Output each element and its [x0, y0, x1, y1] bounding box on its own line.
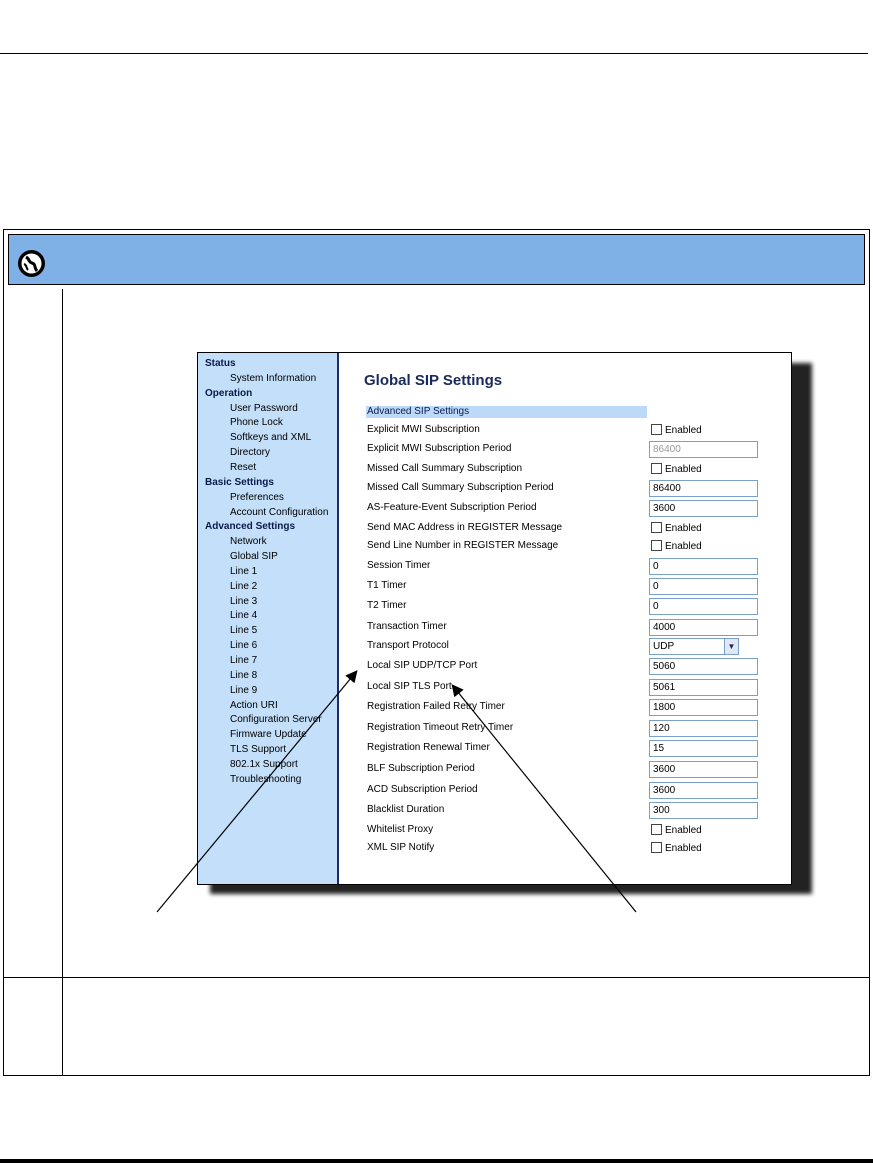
- sidebar-item-line-2[interactable]: Line 2: [230, 580, 258, 592]
- xml-sip-notify-label: XML SIP Notify: [367, 842, 435, 853]
- sidebar-item-troubleshooting[interactable]: Troubleshooting: [230, 773, 302, 785]
- sidebar-item-line-5[interactable]: Line 5: [230, 625, 258, 637]
- sidebar-item-account-configuration[interactable]: Account Configuration: [230, 506, 329, 518]
- sidebar-item-line-7[interactable]: Line 7: [230, 655, 258, 666]
- chevron-down-icon[interactable]: ▼: [724, 639, 738, 654]
- whitelist-proxy-label: Whitelist Proxy: [367, 824, 434, 835]
- acd-subscription-period-label: ACD Subscription Period: [367, 784, 478, 795]
- send-mac-address-in-register-message-label: Send MAC Address in REGISTER Message: [367, 522, 563, 533]
- transaction-timer-label: Transaction Timer: [367, 621, 447, 632]
- local-sip-tls-port-label: Local SIP TLS Port: [367, 681, 452, 692]
- sidebar-item-line-1[interactable]: Line 1: [230, 565, 258, 577]
- explicit-mwi-subscription-period-label: Explicit MWI Subscription Period: [367, 443, 512, 454]
- transport-protocol-select-value: UDP: [653, 641, 675, 652]
- registration-failed-retry-timer-label: Registration Failed Retry Timer: [367, 701, 505, 712]
- sidebar-item-line-9[interactable]: Line 9: [230, 684, 258, 696]
- sidebar-group-operation: Operation: [205, 387, 253, 399]
- explicit-mwi-subscription-period-input[interactable]: 86400: [649, 441, 758, 458]
- sidebar-item-line-3[interactable]: Line 3: [230, 595, 258, 607]
- sidebar-item-tls-support[interactable]: TLS Support: [230, 744, 287, 756]
- registration-timeout-retry-timer-label: Registration Timeout Retry Timer: [367, 722, 514, 733]
- sidebar-item-802-1x-support[interactable]: 802.1x Support: [230, 758, 298, 770]
- sidebar-item-reset[interactable]: Reset: [230, 461, 257, 473]
- t1-timer-input[interactable]: 0: [649, 578, 758, 595]
- sidebar-item-user-password[interactable]: User Password: [230, 402, 298, 414]
- blf-subscription-period-input[interactable]: 3600: [649, 761, 758, 778]
- sidebar-item-phone-lock[interactable]: Phone Lock: [230, 417, 283, 429]
- session-timer-input[interactable]: 0: [649, 558, 758, 575]
- send-mac-address-in-register-message-checkbox-label: Enabled: [665, 523, 702, 534]
- section-title: Advanced SIP Settings: [367, 406, 470, 417]
- page-title: Global SIP Settings: [364, 372, 503, 389]
- local-sip-tls-port-input[interactable]: 5061: [649, 679, 758, 696]
- send-line-number-in-register-message-checkbox-label: Enabled: [665, 541, 702, 552]
- sidebar-item-line-8[interactable]: Line 8: [230, 669, 258, 681]
- registration-timeout-retry-timer-input[interactable]: 120: [649, 720, 758, 737]
- registration-renewal-timer-input[interactable]: 15: [649, 740, 758, 757]
- blf-subscription-period-label: BLF Subscription Period: [367, 763, 475, 774]
- blacklist-duration-label: Blacklist Duration: [367, 804, 445, 815]
- sidebar-item-firmware-update[interactable]: Firmware Update: [230, 729, 307, 741]
- sidebar-group-status: Status: [205, 358, 236, 369]
- as-feature-event-subscription-period-label: AS-Feature-Event Subscription Period: [367, 502, 537, 513]
- local-sip-udp-tcp-port-label: Local SIP UDP/TCP Port: [367, 660, 478, 671]
- t1-timer-label: T1 Timer: [367, 580, 407, 591]
- sidebar-item-global-sip[interactable]: Global SIP: [230, 551, 278, 563]
- callout-arrow-tls-port: [453, 686, 636, 912]
- local-sip-udp-tcp-port-input[interactable]: 5060: [649, 658, 758, 675]
- sidebar-item-line-4[interactable]: Line 4: [230, 610, 258, 622]
- sidebar-item-configuration-server[interactable]: Configuration Server: [230, 714, 322, 726]
- whitelist-proxy-checkbox-label: Enabled: [665, 825, 702, 836]
- missed-call-summary-subscription-checkbox-label: Enabled: [665, 464, 702, 475]
- explicit-mwi-subscription-checkbox-label: Enabled: [665, 425, 702, 436]
- sidebar-group-basic-settings: Basic Settings: [205, 476, 274, 488]
- sidebar-item-network[interactable]: Network: [230, 536, 267, 548]
- as-feature-event-subscription-period-input[interactable]: 3600: [649, 500, 758, 517]
- sidebar-item-system-information[interactable]: System Information: [230, 372, 317, 384]
- send-line-number-in-register-message-label: Send Line Number in REGISTER Message: [367, 540, 559, 551]
- sidebar-group-advanced-settings: Advanced Settings: [205, 521, 296, 533]
- acd-subscription-period-input[interactable]: 3600: [649, 782, 758, 799]
- xml-sip-notify-checkbox-label: Enabled: [665, 843, 702, 854]
- transport-protocol-label: Transport Protocol: [367, 640, 449, 651]
- sidebar-item-softkeys-and-xml[interactable]: Softkeys and XML: [230, 432, 312, 444]
- registration-renewal-timer-label: Registration Renewal Timer: [367, 742, 490, 753]
- sidebar-item-preferences[interactable]: Preferences: [230, 491, 284, 503]
- sidebar-item-action-uri[interactable]: Action URI: [230, 699, 278, 711]
- blacklist-duration-input[interactable]: 300: [649, 802, 758, 819]
- callout-arrow-udp-port: [157, 669, 356, 912]
- bottom-rule: [0, 1159, 873, 1163]
- missed-call-summary-subscription-period-input[interactable]: 86400: [649, 480, 758, 497]
- t2-timer-label: T2 Timer: [367, 600, 407, 611]
- session-timer-label: Session Timer: [367, 560, 431, 571]
- explicit-mwi-subscription-label: Explicit MWI Subscription: [367, 424, 480, 435]
- sidebar-item-line-6[interactable]: Line 6: [230, 640, 258, 652]
- t2-timer-input[interactable]: 0: [649, 598, 758, 615]
- sidebar-item-directory[interactable]: Directory: [230, 447, 271, 459]
- registration-failed-retry-timer-input[interactable]: 1800: [649, 699, 758, 716]
- missed-call-summary-subscription-period-label: Missed Call Summary Subscription Period: [367, 482, 554, 493]
- transaction-timer-input[interactable]: 4000: [649, 619, 758, 636]
- missed-call-summary-subscription-label: Missed Call Summary Subscription: [367, 463, 523, 474]
